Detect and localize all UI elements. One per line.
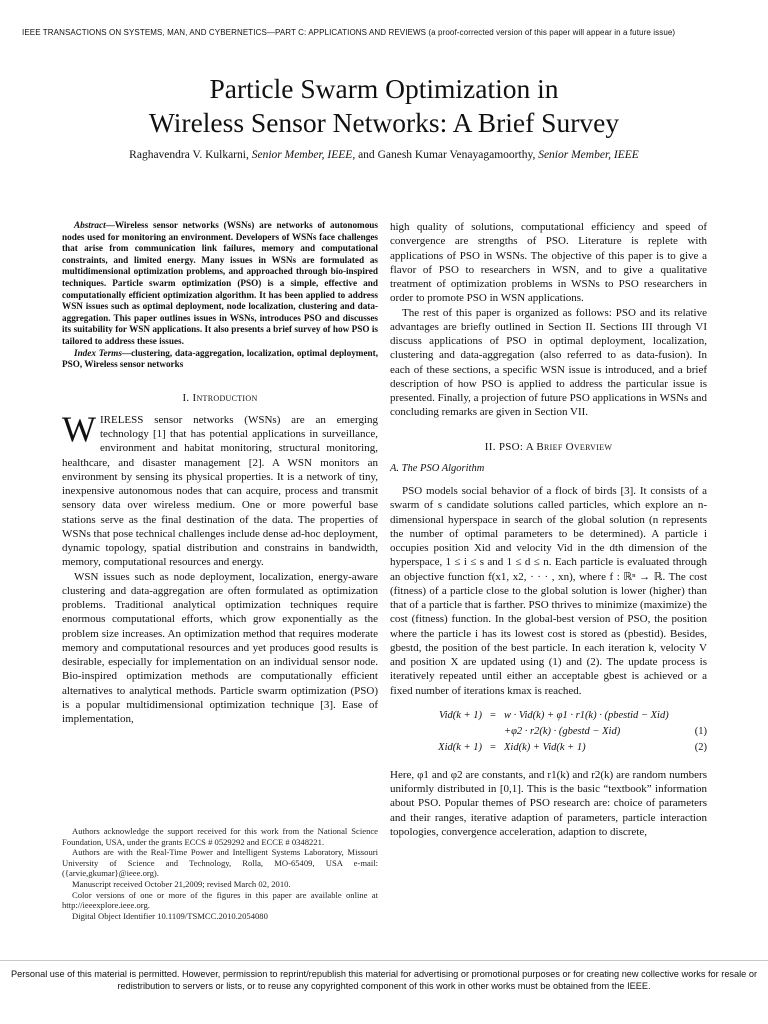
intro-paragraph-3: high quality of solutions, computational efficiency and speed of convergence are strengths of PSO. Literature is replete with applications of PSO in WSNs. The objective of this paper is to give a flavor of PSO to researchers in WSN, and to give a qualitative treatment of optimization problems in WSNs to PSO researchers in order to promote PSO in WSN applications.	[390, 221, 707, 305]
footnote-doi: Digital Object Identifier 10.1109/TSMCC.2010.2054080	[72, 910, 268, 921]
section-heading-introduction	[62, 391, 378, 405]
author-1-role: Senior Member, IEEE,	[251, 149, 356, 161]
equation-1-rhs-a: w · Vid(k) + φ1 · r1(k) · (pbestid − Xid)	[504, 709, 669, 721]
left-column	[62, 220, 378, 726]
footnote-manuscript: Manuscript received October 21,2009; revised March 02, 2010.	[72, 878, 291, 889]
section-title: PSO: A Brief Overview	[498, 440, 613, 453]
footnote-affiliation: Authors are with the Real-Time Power and Intelligent Systems Laboratory, Missouri University of Science and Technology, Rolla, MO-65409, USA e-mail: ({arvie,gkumar}@ieee.org).	[62, 847, 378, 879]
author-2-role: Senior Member, IEEE	[538, 149, 639, 161]
author-2: Ganesh Kumar Venayagamoorthy,	[377, 149, 536, 161]
footnotes	[62, 826, 378, 921]
intro-paragraph-4: The rest of this paper is organized as follows: PSO and its relative advantages are briefly outlined in Section II. Sections III through VI discuss applications of PSO in optimal deployment, localization, clustering and data-aggregation (also referred to as data-fusion). In each of these sections, a specific WSN issue is introduced, and a brief description of how PSO is applied to address the particular issue is presented. Finally, a projection of future PSO applications in WSNs and concluding remarks are given in Section VII.	[390, 306, 707, 419]
title-line-1: Particle Swarm Optimization in	[209, 73, 559, 104]
section-number: II.	[484, 440, 496, 453]
pso-paragraph-1: PSO models social behavior of a flock of birds [3]. It consists of a swarm of s candidate solutions called particles, which explore an n-dimensional hyperspace in search of the global solution (n represents the number of optimal parameters to be determined). A particle i occupies position Xid and velocity Vid in the dth dimension of the hyperspace, 1 ≤ i ≤ s and 1 ≤ d ≤ n. Each particle is evaluated through an objective function f(x1, x2, · · · , xn), where f : ℝⁿ → ℝ. The cost (fitness) of a particle close to the global solution is lower (higher) than that of a particle that is farther. PSO thrives to minimize (maximize) the cost (fitness) function. In the global-best version of PSO, the position where the particle i has its lowest cost is stored as (pbestid). Besides, gbestd, the position of the best particle. In each iteration k, velocity V and position X are updated using (1) and (2). The update process is iteratively repeated until either an acceptable gbest is achieved or a fixed number of iterations kmax is reached.	[390, 485, 707, 697]
equations	[390, 708, 707, 756]
equation-1-line-1	[390, 708, 707, 724]
equation-1-rhs-b: +φ2 · r2(k) · (gbestd − Xid)	[504, 725, 621, 737]
abstract-label: Abstract	[74, 220, 106, 230]
author-1: Raghavendra V. Kulkarni,	[129, 149, 249, 161]
equation-1-lhs: Vid(k + 1)	[438, 709, 482, 721]
equation-2-rhs: Xid(k) + Vid(k + 1)	[504, 741, 586, 753]
index-terms-label: Index Terms	[74, 347, 122, 358]
equation-2	[390, 740, 707, 756]
right-column	[390, 220, 707, 839]
equation-1-line-2	[390, 724, 707, 740]
subsection-heading-pso-algorithm: A. The PSO Algorithm	[390, 462, 485, 474]
footnote-funding: Authors acknowledge the support received for this work from the National Science Foundation, USA, under the grants ECCS # 0529292 and ECCE # 0348221.	[62, 826, 378, 847]
intro-paragraph-2: WSN issues such as node deployment, localization, energy-aware clustering and data-aggregation are often formulated as optimization problems. Traditional analytical optimization techniques require enormous computational efforts, which grow exponentially as the problem size increases. An optimization method that requires moderate memory and computational resources and yet produces good results is desirable, especially for implementation on an individual sensor node. Bio-inspired optimization methods are computationally efficient alternatives to analytical methods. Particle swarm optimization (PSO) is a popular multidimensional optimization technique [3]. Ease of implementation,	[62, 570, 378, 726]
abstract-text: —Wireless sensor networks (WSNs) are networks of autonomous nodes used for monitoring an environment. Developers of WSNs face challenges that arise from communication link failures, memory and computational constraints, and limited energy. Many issues in WSNs are formulated as multidimensional optimization problems, and approached through bio-inspired techniques. Particle swarm optimization (PSO) is a simple, effective and computationally efficient optimization algorithm. It has been applied to address WSN issues such as optimal deployment, node localization, clustering and data-aggregation. This paper outlines issues in WSNs, introduces PSO and discusses its suitability for WSN applications. It also presents a brief survey of how PSO is tailored to address these issues.	[62, 220, 378, 346]
index-terms-text: —clustering, data-aggregation, localization, optimal deployment, PSO, Wireless sensor networks	[62, 347, 378, 370]
author-line	[0, 149, 768, 161]
title-line-2: Wireless Sensor Networks: A Brief Survey	[148, 107, 620, 138]
section-heading-pso-overview	[390, 440, 707, 454]
equation-2-number: (2)	[694, 741, 707, 753]
index-terms	[62, 348, 378, 371]
running-head: IEEE TRANSACTIONS ON SYSTEMS, MAN, AND CYBERNETICS—PART C: APPLICATIONS AND REVIEWS (a proof-corrected version of this paper will appear in a future issue)	[22, 28, 676, 37]
pso-paragraph-2: Here, φ1 and φ2 are constants, and r1(k) and r2(k) are random numbers uniformly distributed in [0,1]. This is the basic “textbook” information about PSO. Popular themes of PSO research are: choice of parameters and their ranges, iterative adaption of parameters, particle interaction topologies, convergence acceleration, adaption to discrete,	[390, 768, 707, 838]
equals-sign: =	[490, 709, 496, 721]
equation-2-lhs: Xid(k + 1)	[438, 741, 482, 753]
abstract	[62, 220, 378, 348]
copyright-notice: Personal use of this material is permitted. However, permission to reprint/republish this material for advertising or promotional purposes or for creating new collective works for resale or redistribution to servers or lists, or to reuse any copyrighted component of this work in other works must be obtained from the IEEE.	[10, 969, 758, 991]
section-number: I.	[182, 391, 190, 404]
intro-paragraph-1-text: IRELESS sensor networks (WSNs) are an emerging technology [1] that has potential applications in surveillance, environment and habitat monitoring, structural monitoring, healthcare, and disaster management [2]. A WSN monitors an environment by sensing its physical properties. It is a network of tiny, inexpensive autonomous nodes that can acquire, process and transmit sensory data over wireless medium. One or more powerful base stations serve as the final destination of the data. The properties of WSNs that pose technical challenges include dense ad-hoc deployment, dynamic topology, spatial distribution and constrains in bandwidth, memory, computational resources and energy.	[62, 413, 378, 569]
author-and: and	[358, 149, 375, 161]
equals-sign: =	[490, 741, 496, 753]
notice-separator	[0, 960, 768, 961]
section-title: Introduction	[192, 391, 258, 404]
footnote-color: Color versions of one or more of the figures in this paper are available online at http://ieeexplore.ieee.org.	[62, 889, 378, 911]
intro-paragraph-1	[62, 408, 378, 570]
paper-title	[0, 72, 768, 140]
equation-1-number: (1)	[694, 725, 707, 737]
drop-cap: W	[62, 408, 96, 449]
